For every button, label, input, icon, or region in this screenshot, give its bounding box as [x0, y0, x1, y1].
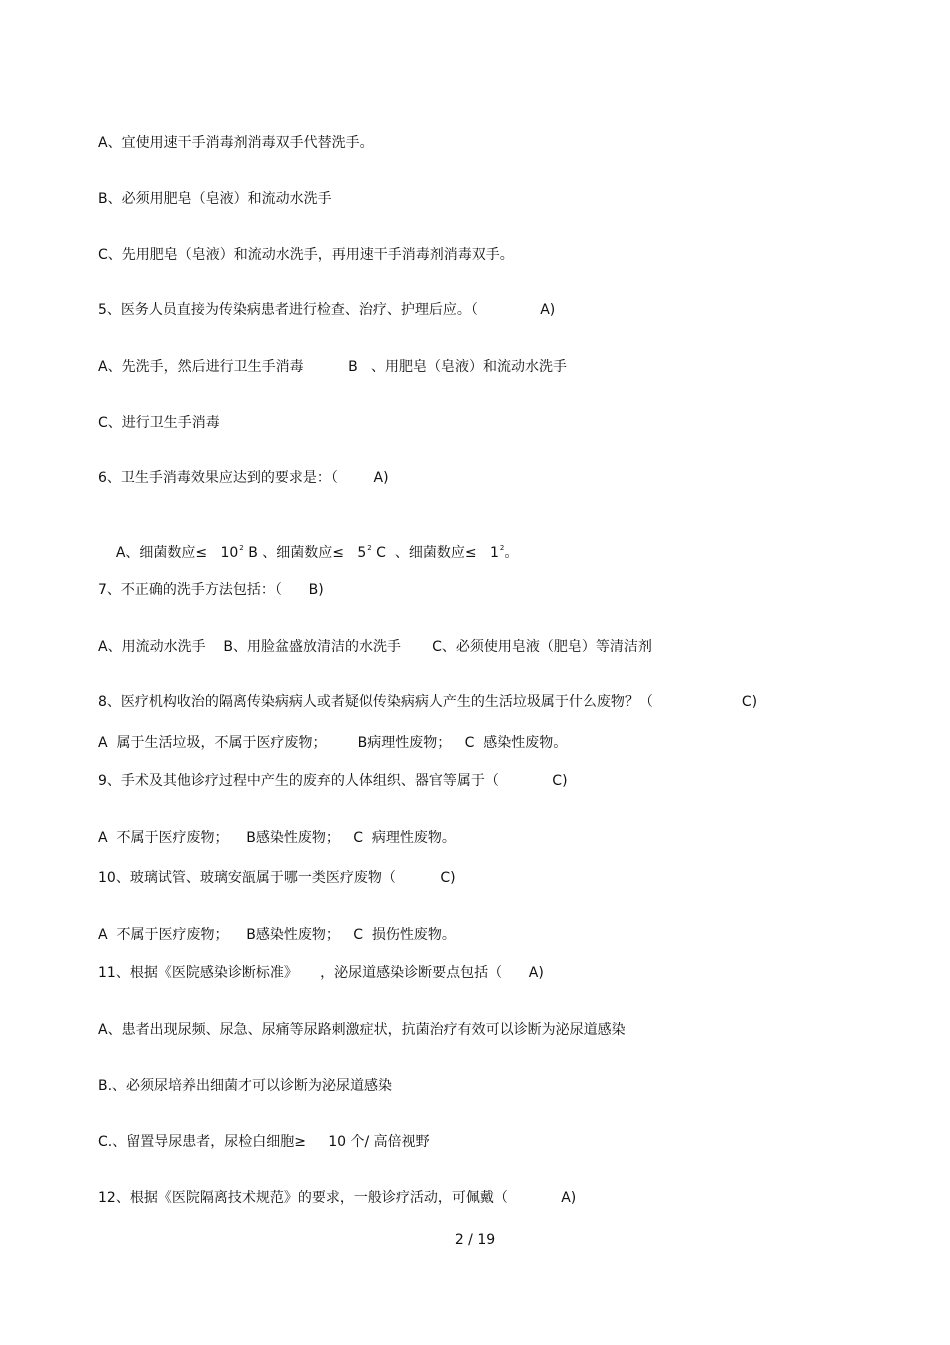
question-6: 6、卫生手消毒效果应达到的要求是：（ A) [98, 470, 389, 486]
question-5: 5、医务人员直接为传染病患者进行检查、治疗、护理后应。（ A) [98, 302, 556, 318]
text-line-5: A、先洗手，然后进行卫生手消毒 B 、用肥皂（皂液）和流动水洗手 [98, 359, 568, 375]
text-line-14: A 不属于医疗废物； B感染性废物； C 病理性废物。 [98, 830, 456, 846]
superscript: 2 [367, 544, 372, 552]
text-line-6: C、进行卫生手消毒 [98, 415, 220, 431]
text-line-3: C、先用肥皂（皂液）和流动水洗手，再用速干手消毒剂消毒双手。 [98, 247, 514, 263]
option-b: B 、细菌数应≤ 5 [243, 545, 367, 561]
period: 。 [504, 545, 519, 561]
question-9: 9、手术及其他诊疗过程中产生的废弃的人体组织、器官等属于（ C) [98, 773, 568, 789]
text-line-2: B、必须用肥皂（皂液）和流动水洗手 [98, 191, 332, 207]
question-11: 11、根据《医院感染诊断标准》 ，泌尿道感染诊断要点包括（ A) [98, 965, 544, 981]
superscript: 2 [499, 544, 505, 552]
text-line-12: A 属于生活垃圾，不属于医疗废物； B病理性废物； C 感染性废物。 [98, 735, 568, 751]
text-line-10: A、用流动水洗手 B、用脸盆盛放清洁的水洗手 C、必须使用皂液（肥皂）等清洁剂 [98, 639, 652, 655]
superscript: 2 [239, 544, 244, 552]
question-12: 12、根据《医院隔离技术规范》的要求，一般诊疗活动，可佩戴（ A) [98, 1190, 577, 1206]
question-8: 8、医疗机构收治的隔离传染病病人或者疑似传染病病人产生的生活垃圾属于什么废物？（ C) [98, 694, 758, 710]
question-10: 10、玻璃试管、玻璃安瓿属于哪一类医疗废物（ C) [98, 870, 456, 886]
text-line-20: C.、留置导尿患者，尿检白细胞≥ 10 个/ 高倍视野 [98, 1134, 430, 1150]
option-a: A、细菌数应≤ 10 [115, 545, 239, 561]
text-line-18: A、患者出现尿频、尿急、尿痛等尿路刺激症状，抗菌治疗有效可以诊断为泌尿道感染 [98, 1022, 626, 1038]
option-c: C 、细菌数应≤ 1 [371, 545, 499, 561]
text-line-16: A 不属于医疗废物； B感染性废物； C 损伤性废物。 [98, 927, 456, 943]
text-line-1: A、宜使用速干手消毒剂消毒双手代替洗手。 [98, 135, 374, 151]
page-number: 2 / 19 [454, 1232, 496, 1248]
question-7: 7、不正确的洗手方法包括：（ B) [98, 582, 324, 598]
text-line-19: B.、必须尿培养出细菌才可以诊断为泌尿道感染 [98, 1078, 393, 1094]
text-line-8 [98, 526, 518, 580]
